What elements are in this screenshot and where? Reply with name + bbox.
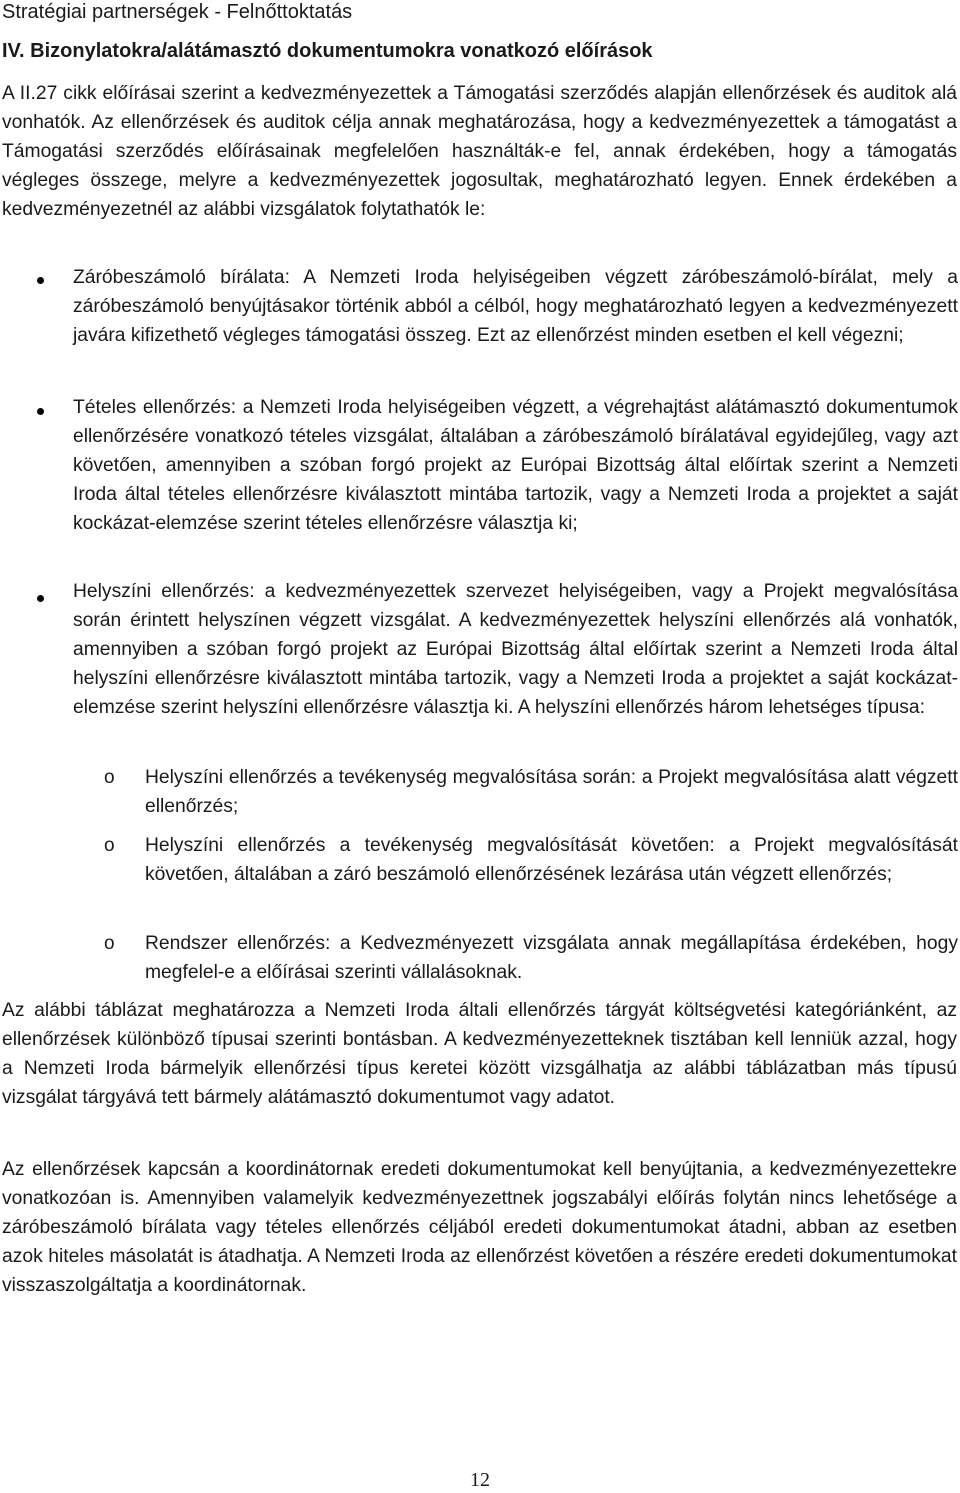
sub-item-during-implementation: Helyszíni ellenőrzés a tevékenység megvalósítása során: a Projekt megvalósítása alatt végzett ellenőrzés; [145,767,958,817]
bullet-icon [37,277,44,284]
sub-bullet-marker: o [104,933,115,954]
sub-bullet-marker: o [104,835,115,856]
bullet-item-onsite-check: Helyszíni ellenőrzés: a kedvezményezettek szervezet helyiségeiben, vagy a Projekt megvalósítása során érintett helyszínen végzett vizsgálat. A kedvezményezettek helyszíni ellenőrzés alá vonhatók, amennyiben a szóban forgó projekt az Európai Bizottság által előírtak szerint a Nemzeti Iroda által helyszíni ellenőrzésre kiválasztott mintába tartozik, vagy a Nemzeti Iroda a projektet a saját kockázat-elemzése szerint helyszíni ellenőrzésre választja ki. A helyszíni ellenőrzés három lehetséges típusa: [73,581,958,718]
section-heading: IV. Bizonylatokra/alátámasztó dokumentumokra vonatkozó előírások [2,40,653,62]
sub-bullet-marker: o [104,767,115,788]
bullet-item-itemized-check: Tételes ellenőrzés: a Nemzeti Iroda helyiségeiben végzett, a végrehajtást alátámasztó dokumentumok ellenőrzésére vonatkozó tételes vizsgálat, általában a záróbeszámoló bírálatával egyidejűleg, vagy azt követően, amennyiben a szóban forgó projekt az Európai Bizottság által előírtak szerint a Nemzeti Iroda által tételes ellenőrzésre kiválasztott mintába tartozik, vagy a Nemzeti Iroda a projektet a saját kockázat-elemzése szerint tételes ellenőrzésre választja ki; [73,397,958,534]
page-number: 12 [470,1469,490,1491]
intro-paragraph: A II.27 cikk előírásai szerint a kedvezményezettek a Támogatási szerződés alapján ellenőrzések és auditok alá vonhatók. Az ellenőrzések és auditok célja annak meghatározása, hogy a kedvezményezettek a támogatást a Támogatási szerződés előírásainak megfelelően használták-e fel, annak érdekében, hogy a támogatás végleges összege, melyre a kedvezményezettek jogosultak, meghatározható legyen. Ennek érdekében a kedvezményezetnél az alábbi vizsgálatok folytathatók le: [2,83,957,220]
coordinator-paragraph: Az ellenőrzések kapcsán a koordinátornak eredeti dokumentumokat kell benyújtania, a kedvezményezettekre vonatkozóan is. Amennyiben valamelyik kedvezményezettnek jogszabályi előírás folytán nincs lehetősége a záróbeszámoló bírálata vagy tételes ellenőrzés céljából eredeti dokumentumokat átadni, abban az esetben azok hiteles másolatát is átadhatja. A Nemzeti Iroda az ellenőrzést követően a részére eredeti dokumentumokat visszaszolgáltatja a koordinátornak. [2,1159,957,1296]
sub-item-system-check: Rendszer ellenőrzés: a Kedvezményezett vizsgálata annak megállapítása érdekében, hogy megfelel-e a előírásai szerinti vállalásoknak. [145,933,958,983]
table-info-paragraph: Az alábbi táblázat meghatározza a Nemzeti Iroda általi ellenőrzés tárgyát költségvetési kategóriánként, az ellenőrzések különböző típusai szerinti bontásban. A kedvezményezetteknek tisztában kell lenniük azzal, hogy a Nemzeti Iroda bármelyik ellenőrzési típus keretei között vizsgálhatja az alábbi táblázatban más típusú vizsgálat tárgyává tett bármely alátámasztó dokumentumot vagy adatot. [2,1000,957,1108]
bullet-icon [37,595,44,602]
running-header: Stratégiai partnerségek - Felnőttoktatás [2,1,353,23]
bullet-item-final-report-review: Záróbeszámoló bírálata: A Nemzeti Iroda helyiségeiben végzett záróbeszámoló-bírálat, mely a záróbeszámoló benyújtásakor történik abból a célból, hogy meghatározható legyen a kedvezményezett javára kifizethető végleges támogatási összeg. Ezt az ellenőrzést minden esetben el kell végezni; [73,267,958,346]
bullet-icon [37,408,44,415]
sub-item-after-implementation: Helyszíni ellenőrzés a tevékenység megvalósítását követően: a Projekt megvalósítását követően, általában a záró beszámoló ellenőrzésének lezárása után végzett ellenőrzés; [145,835,958,885]
